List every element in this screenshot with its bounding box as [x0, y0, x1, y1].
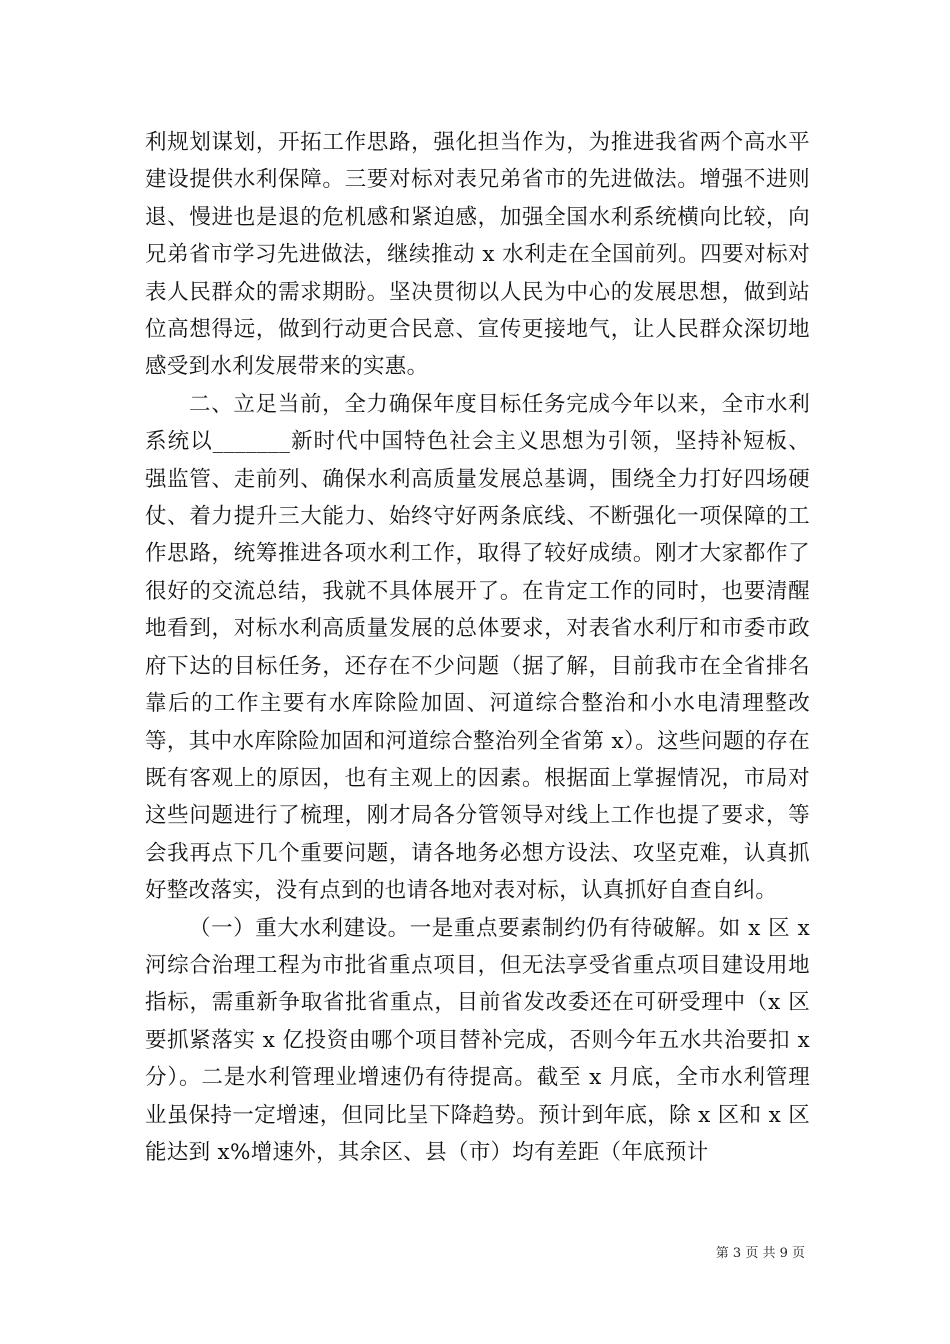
paragraph-section-two: 二、立足当前，全力确保年度目标任务完成今年以来，全市水利系统以_______新时代中国特色社会主义思想为引领，坚持补短板、强监管、走前列、确保水利高质量发展总基调，围绕全力打好四场硬仗、着力提升三大能力、始终守好两条底线、不断强化一项保障的工作思路，统筹推进各项水利工作，取得了较好成绩。刚才大家都作了很好的交流总结，我就不具体展开了。在肯定工作的同时，也要清醒地看到，对标水利高质量发展的总体要求，对表省水利厅和市委市政府下达的目标任务，还存在不少问题（据了解，目前我市在全省排名靠后的工作主要有水库除险加固、河道综合整治和小水电清理整改等，其中水库除险加固和河道综合整治列全省第 x）。这些问题的存在既有客观上的原因，也有主观上的因素。根据面上掌握情况，市局对这些问题进行了梳理，刚才局各分管领导对线上工作也提了要求，等会我再点下几个重要问题，请各地务必想方设法、攻坚克难，认真抓好整改落实，没有点到的也请各地对表对标，认真抓好自查自纠。 [145, 391, 810, 904]
document-body [145, 124, 810, 1171]
page-number-footer: 第 3 页 共 9 页 [715, 1246, 805, 1261]
paragraph-continuation: 利规划谋划，开拓工作思路，强化担当作为，为推进我省两个高水平建设提供水利保障。三要对标对表兄弟省市的先进做法。增强不进则退、慢进也是退的危机感和紧迫感，加强全国水利系统横向比较，向兄弟省市学习先进做法，继续推动 x 水利走在全国前列。四要对标对表人民群众的需求期盼。坚决贯彻以人民为中心的发展思想，做到站位高想得远，做到行动更合民意、宣传更接地气，让人民群众深切地感受到水利发展带来的实惠。 [145, 130, 810, 380]
paragraph-subsection-one: （一）重大水利建设。一是重点要素制约仍有待破解。如 x 区 x 河综合治理工程为市批省重点项目，但无法享受省重点项目建设用地指标，需重新争取省批省重点，目前省发改委还在可研受理中（x 区要抓紧落实 x 亿投资由哪个项目替补完成，否则今年五水共治要扣 x 分）。二是水利管理业增速仍有待提高。截至 x 月底，全市水利管理业虽保持一定增速，但同比呈下降趋势。预计到年底，除 x 区和 x 区能达到 x%增速外，其余区、县（市）均有差距（年底预计 [145, 915, 810, 1165]
